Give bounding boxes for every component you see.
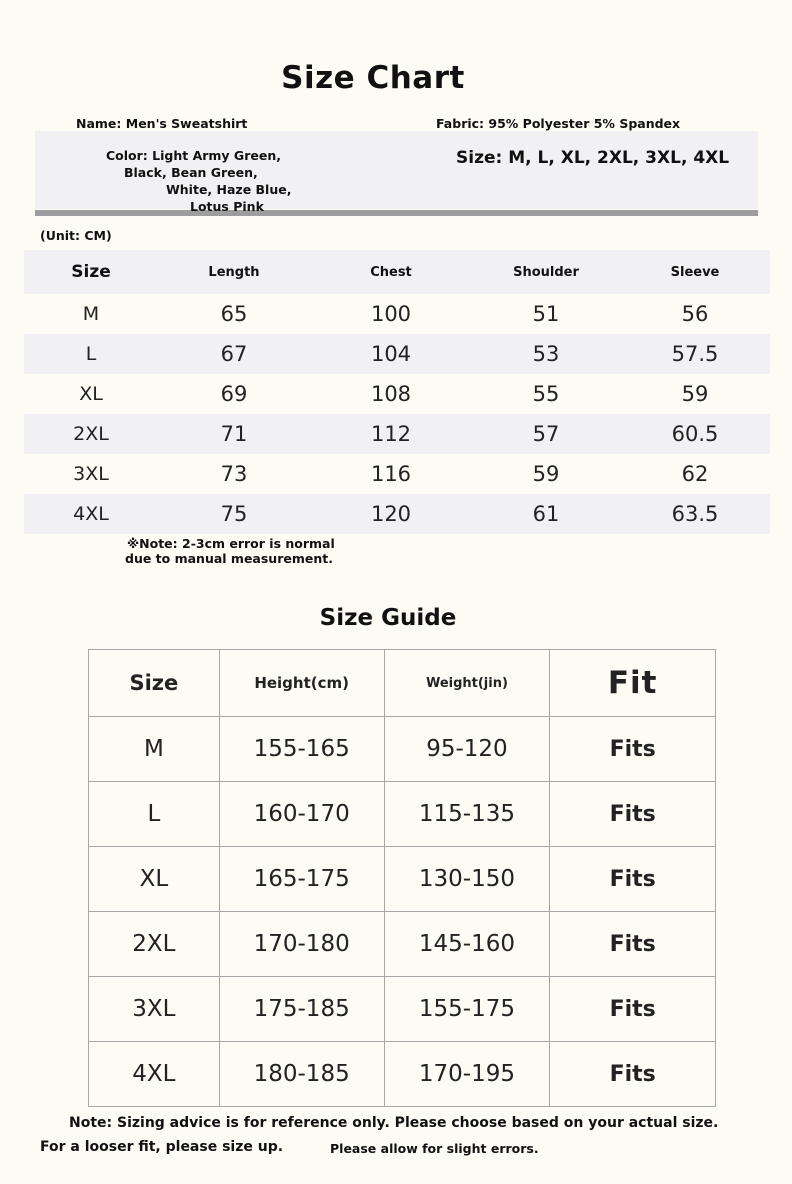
page-title: Size Chart: [281, 60, 465, 96]
cell-length: 67: [220, 342, 248, 366]
cell-size: M: [89, 717, 220, 782]
header-shoulder: Shoulder: [513, 264, 579, 280]
header-weight: Weight(jin): [384, 650, 550, 717]
table-row: [89, 717, 716, 782]
table-row: [24, 334, 770, 374]
cell-fit: Fits: [550, 912, 716, 977]
table-row: [89, 782, 716, 847]
cell-sleeve: 60.5: [671, 422, 719, 446]
unit-label: (Unit: CM): [40, 228, 112, 243]
cell-sleeve: 56: [681, 302, 709, 326]
cell-shoulder: 59: [532, 462, 560, 486]
cell-weight: 170-195: [384, 1042, 550, 1107]
cell-size: L: [89, 782, 220, 847]
cell-shoulder: 55: [532, 382, 560, 406]
table-header-row: [89, 650, 716, 717]
cell-fit: Fits: [550, 717, 716, 782]
cell-size: 3XL: [73, 463, 109, 485]
cell-length: 73: [220, 462, 248, 486]
cell-sleeve: 62: [681, 462, 709, 486]
cell-chest: 112: [370, 422, 412, 446]
cell-size: 4XL: [73, 503, 109, 525]
note-line: due to manual measurement.: [125, 551, 333, 566]
table-row: [24, 374, 770, 414]
fabric-info: Fabric: 95% Polyester 5% Spandex: [436, 116, 681, 131]
guide-title: Size Guide: [319, 605, 457, 631]
cell-weight: 130-150: [384, 847, 550, 912]
table-row: [24, 414, 770, 454]
header-length: Length: [208, 264, 260, 280]
cell-height: 155-165: [219, 717, 384, 782]
cell-length: 69: [220, 382, 248, 406]
cell-height: 175-185: [219, 977, 384, 1042]
cell-chest: 116: [370, 462, 412, 486]
cell-height: 160-170: [219, 782, 384, 847]
header-sleeve: Sleeve: [670, 264, 720, 280]
measurement-note: [125, 536, 335, 566]
cell-height: 170-180: [219, 912, 384, 977]
cell-chest: 120: [370, 502, 412, 526]
cell-chest: 108: [370, 382, 412, 406]
cell-chest: 104: [370, 342, 412, 366]
color-info: [90, 147, 310, 215]
cell-fit: Fits: [550, 847, 716, 912]
header-size: Size: [89, 650, 220, 717]
cell-size: 3XL: [89, 977, 220, 1042]
cell-height: 165-175: [219, 847, 384, 912]
header-fit: Fit: [550, 650, 716, 717]
cell-shoulder: 51: [532, 302, 560, 326]
table-row: [89, 847, 716, 912]
cell-length: 71: [220, 422, 248, 446]
cell-sleeve: 59: [681, 382, 709, 406]
cell-size: XL: [79, 383, 103, 405]
color-line: Lotus Pink: [190, 199, 264, 214]
looser-fit-note: For a looser fit, please size up.: [40, 1139, 284, 1155]
color-line: White, Haze Blue,: [166, 182, 292, 197]
table-row: [89, 912, 716, 977]
cell-fit: Fits: [550, 1042, 716, 1107]
cell-fit: Fits: [550, 782, 716, 847]
cell-length: 75: [220, 502, 248, 526]
errors-note: Please allow for slight errors.: [330, 1141, 539, 1156]
cell-weight: 115-135: [384, 782, 550, 847]
cell-weight: 145-160: [384, 912, 550, 977]
cell-weight: 95-120: [384, 717, 550, 782]
cell-size: 2XL: [73, 423, 109, 445]
product-name: Name: Men's Sweatshirt: [76, 116, 248, 131]
table-row: [89, 977, 716, 1042]
cell-sleeve: 63.5: [671, 502, 719, 526]
table-header-row: [24, 250, 770, 294]
cell-shoulder: 61: [532, 502, 560, 526]
header-height: Height(cm): [219, 650, 384, 717]
table-row: [24, 454, 770, 494]
size-guide-table: [88, 649, 716, 1107]
table-row: [24, 494, 770, 534]
color-line: Black, Bean Green,: [124, 165, 258, 180]
cell-chest: 100: [370, 302, 412, 326]
cell-shoulder: 57: [532, 422, 560, 446]
sizing-advice-note: Note: Sizing advice is for reference only. Please choose based on your actual size.: [69, 1115, 719, 1131]
cell-size: M: [82, 303, 100, 325]
header-chest: Chest: [370, 264, 412, 280]
table-row: [89, 1042, 716, 1107]
cell-weight: 155-175: [384, 977, 550, 1042]
size-chart-table: [24, 250, 770, 534]
header-size: Size: [71, 262, 111, 282]
cell-size: XL: [89, 847, 220, 912]
note-line: ※Note: 2-3cm error is normal: [127, 536, 335, 551]
cell-sleeve: 57.5: [671, 342, 719, 366]
cell-size: L: [85, 343, 97, 365]
cell-fit: Fits: [550, 977, 716, 1042]
cell-shoulder: 53: [532, 342, 560, 366]
cell-size: 2XL: [89, 912, 220, 977]
cell-height: 180-185: [219, 1042, 384, 1107]
size-info: Size: M, L, XL, 2XL, 3XL, 4XL: [456, 148, 730, 168]
table-row: [24, 294, 770, 334]
color-line: Color: Light Army Green,: [106, 148, 281, 163]
cell-length: 65: [220, 302, 248, 326]
cell-size: 4XL: [89, 1042, 220, 1107]
